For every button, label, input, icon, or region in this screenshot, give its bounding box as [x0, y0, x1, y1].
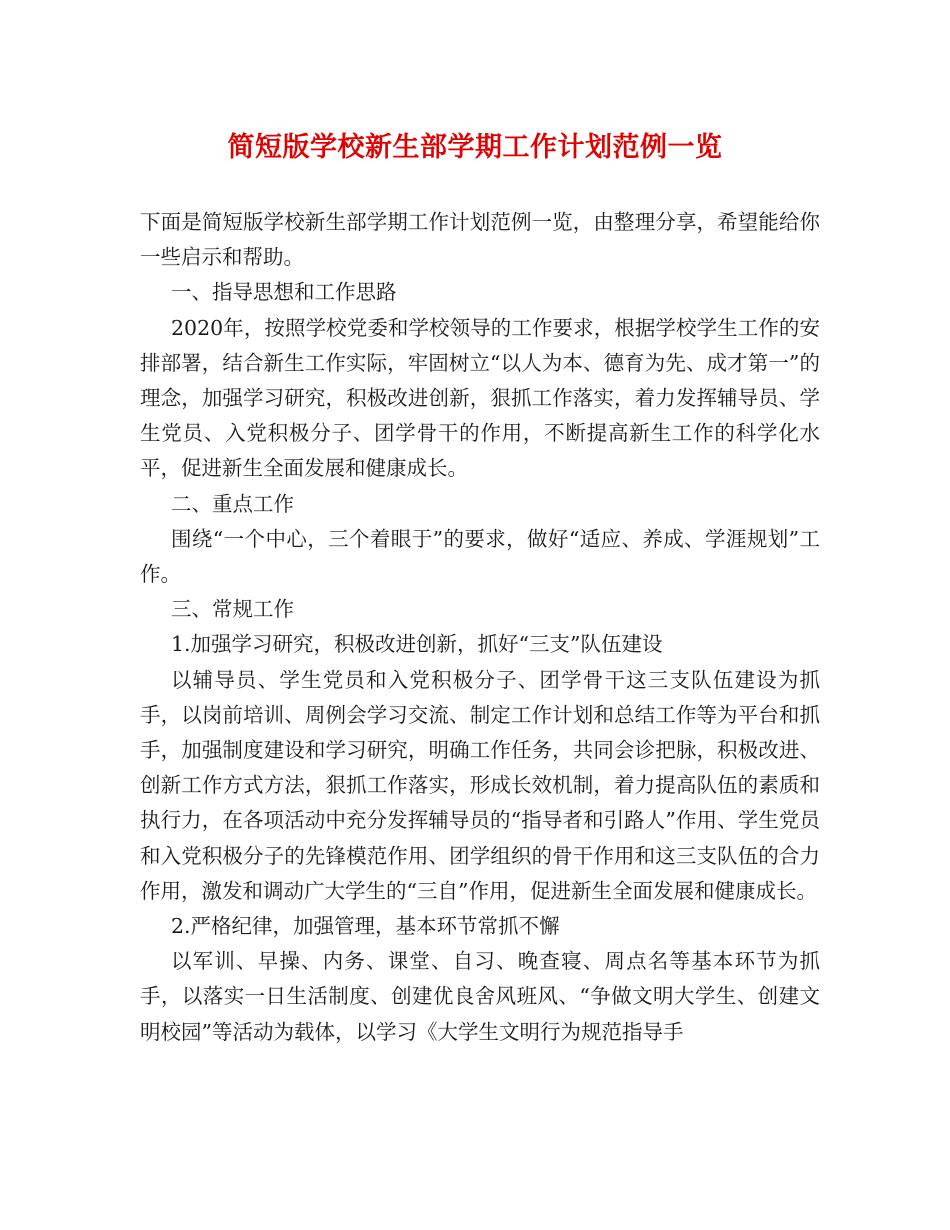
subsection-heading-1: 1.加强学习研究，积极改进创新，抓好“三支”队伍建设 [171, 632, 663, 657]
intro-paragraph: 下面是简短版学校新生部学期工作计划范例一览，由整理分享，希望能给你一些启示和帮助。 [140, 210, 820, 270]
document-title: 简短版学校新生部学期工作计划范例一览 [227, 132, 723, 163]
document-body [140, 205, 820, 1050]
section-heading-2: 二、重点工作 [171, 491, 294, 516]
section-heading-3: 三、常规工作 [171, 597, 294, 622]
body-paragraph: 以军训、早操、内务、课堂、自习、晚查寝、周点名等基本环节为抓手，以落实一日生活制度、创建优良舍风班风、“争做文明大学生、创建文明校园”等活动为载体，以学习《大学生文明行为规范指导手 [140, 949, 820, 1044]
body-paragraph: 围绕“一个中心，三个着眼于”的要求，做好“适应、养成、学涯规划”工作。 [140, 526, 820, 587]
body-paragraph: 以辅导员、学生党员和入党积极分子、团学骨干这三支队伍建设为抓手，以岗前培训、周例会学习交流、制定工作计划和总结工作等为平台和抓手，加强制度建设和学习研究，明确工作任务，共同会诊把脉，积极改进、创新工作方式方法，狠抓工作落实，形成长效机制，着力提高队伍的素质和执行力，在各项活动中充分发挥辅导员的“指导者和引路人”作用、学生党员和入党积极分子的先锋模范作用、团学组织的骨干作用和这三支队伍的合力作用，激发和调动广大学生的“三自”作用，促进新生全面发展和健康成长。 [140, 667, 820, 903]
body-paragraph: 2020年，按照学校党委和学校领导的工作要求，根据学校学生工作的安排部署，结合新生工作实际，牢固树立“以人为本、德育为先、成才第一”的理念，加强学习研究，积极改进创新，狠抓工作落实，着力发挥辅导员、学生党员、入党积极分子、团学骨干的作用，不断提高新生工作的科学化水平，促进新生全面发展和健康成长。 [140, 315, 820, 481]
section-heading-1: 一、指导思想和工作思路 [171, 280, 397, 305]
subsection-heading-2: 2.严格纪律，加强管理，基本环节常抓不懈 [171, 914, 560, 939]
